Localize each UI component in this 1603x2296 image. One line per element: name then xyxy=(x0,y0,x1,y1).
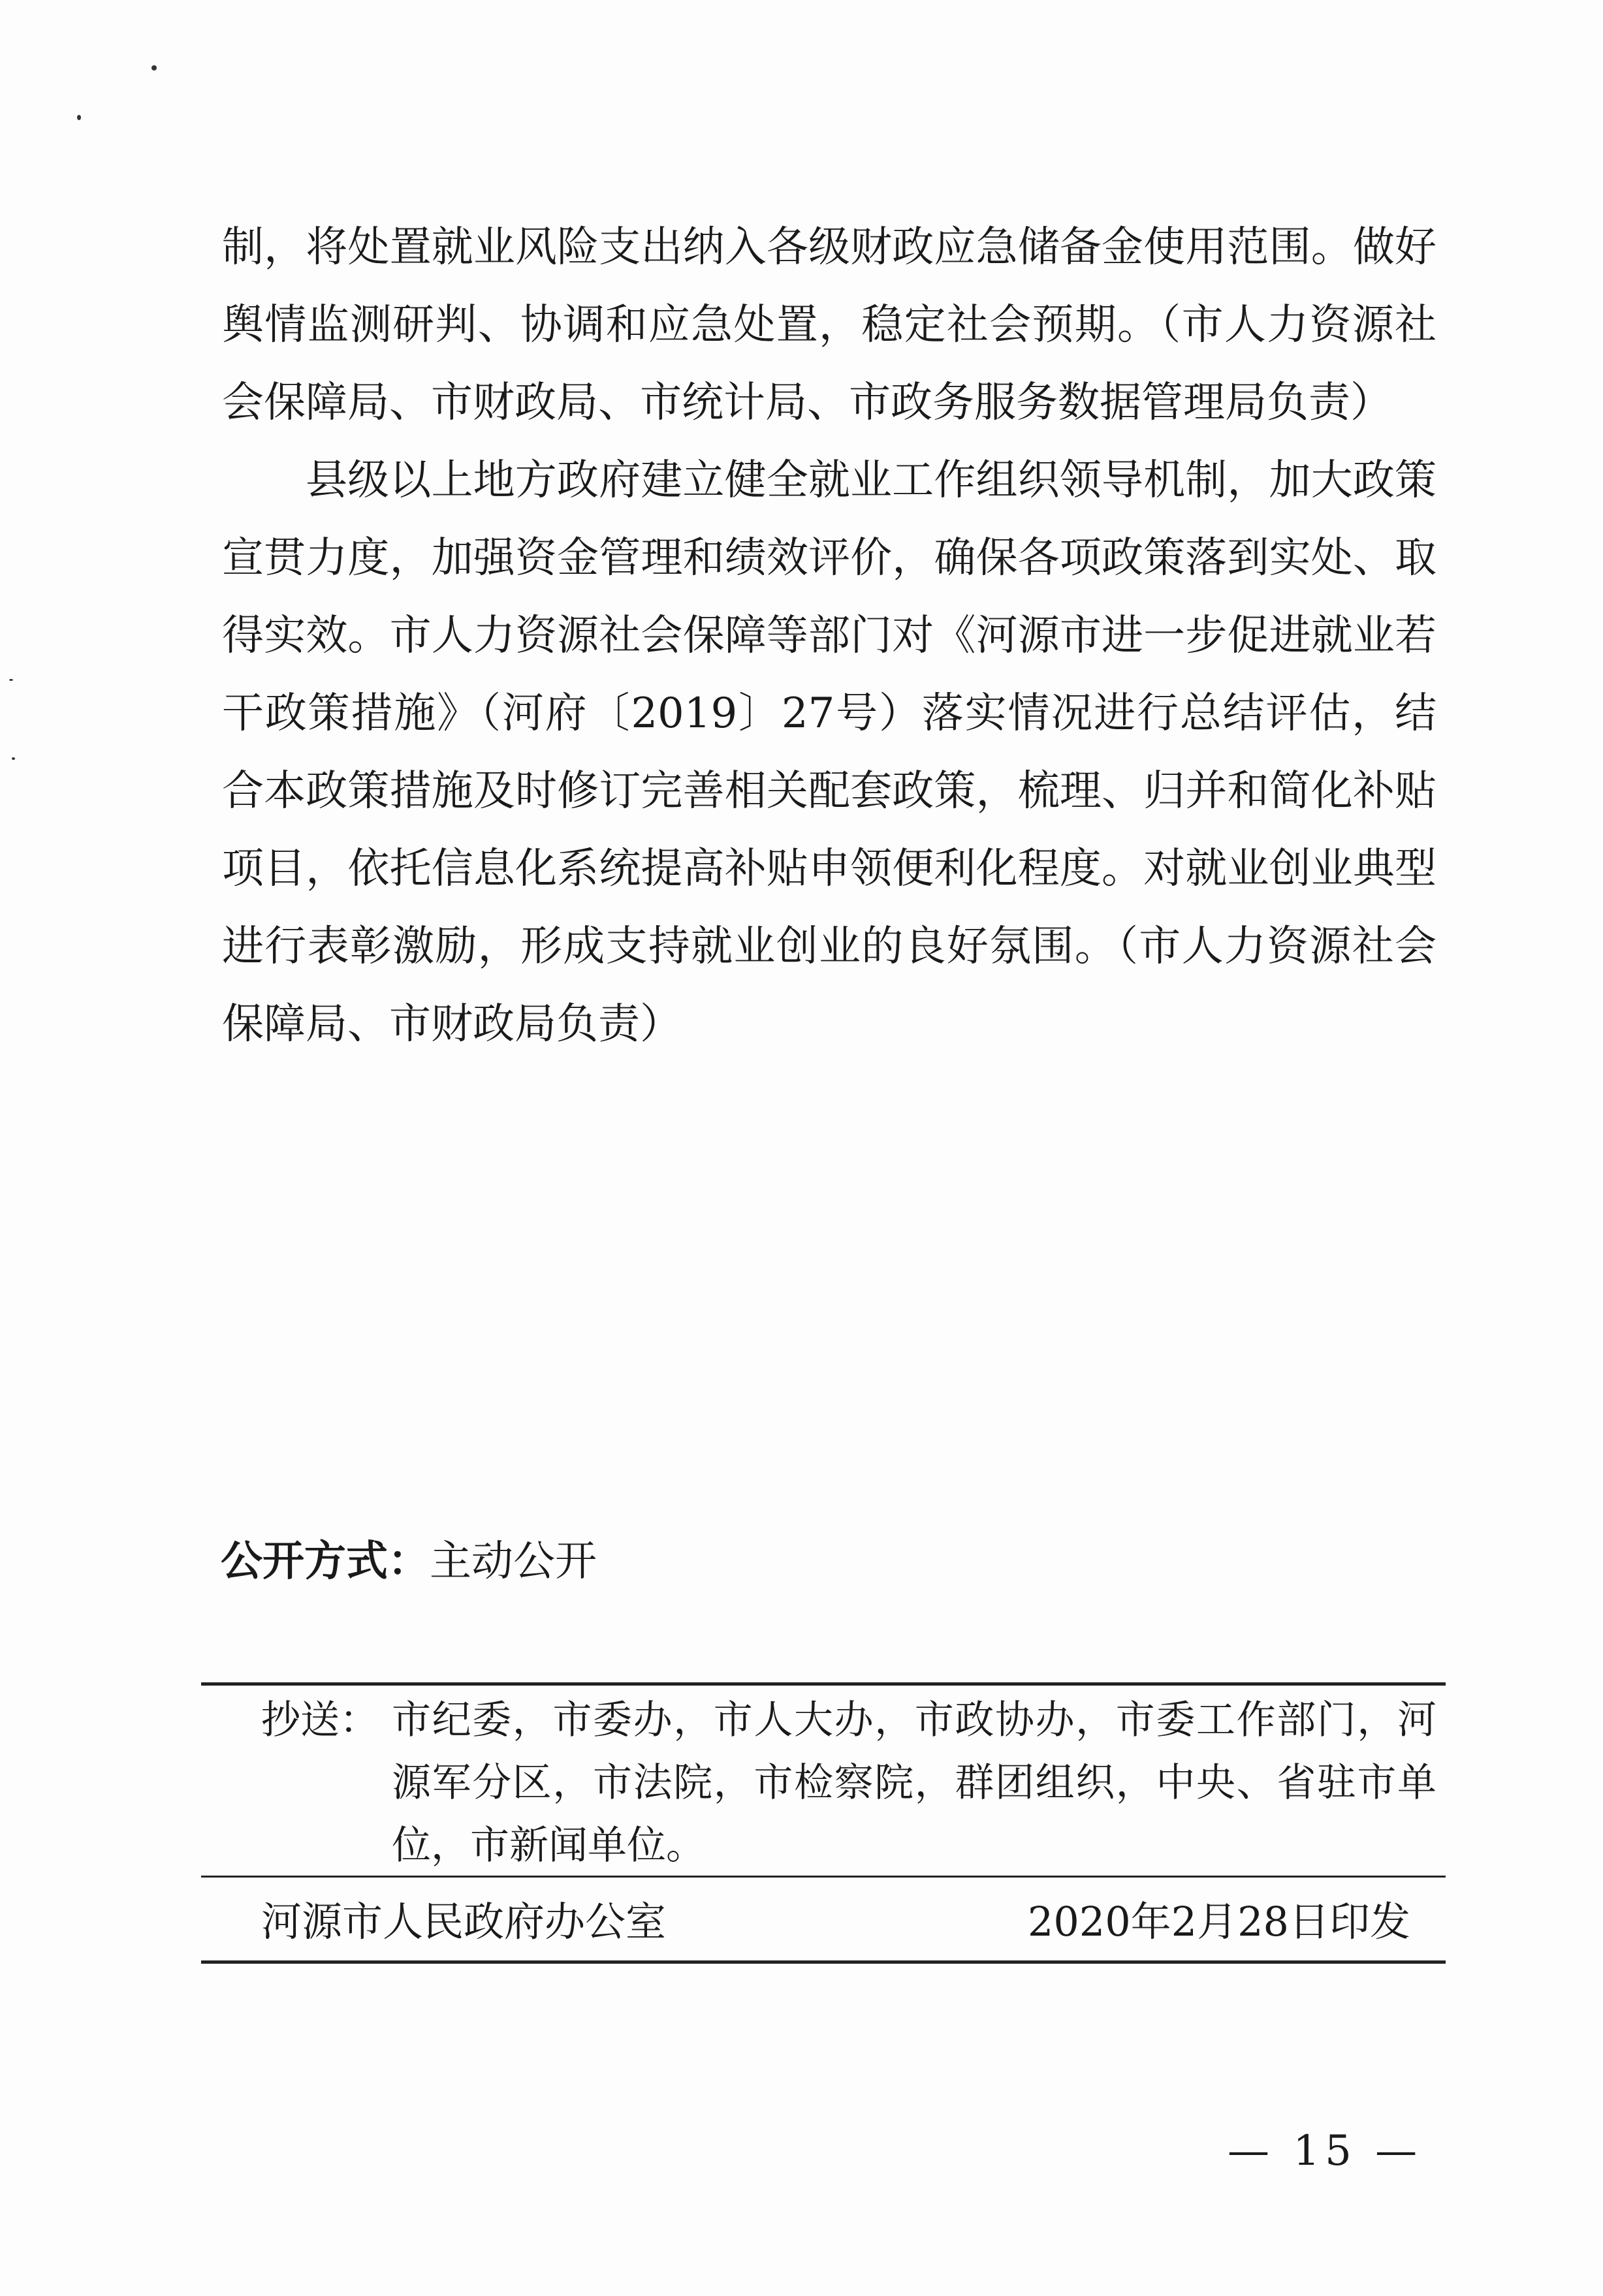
cc-top-rule xyxy=(201,1682,1446,1686)
body-text xyxy=(222,209,1436,1063)
scan-speck xyxy=(9,679,13,681)
cc-recipients: 市纪委，市委办，市人大办，市政协办，市委工作部门，河源军分区，市法院，市检察院，群团组织，中央、省驻市单位，市新闻单位。 xyxy=(392,1697,1436,1868)
disclosure-line xyxy=(221,1535,597,1588)
scan-speck xyxy=(151,65,157,71)
scan-speck xyxy=(77,115,81,120)
body-paragraph-1: 制，将处置就业风险支出纳入各级财政应急储备金使用范围。做好舆情监测研判、协调和应急处置，稳定社会预期。（市人力资源社会保障局、市财政局、市统计局、市政务服务数据管理局负责） xyxy=(222,223,1436,427)
body-paragraph-2: 县级以上地方政府建立健全就业工作组织领导机制，加大政策宣贯力度，加强资金管理和绩效评价，确保各项政策落到实处、取得实效。市人力资源社会保障等部门对《河源市进一步促进就业若干政策措施》（河府〔2019〕27号）落实情况进行总结评估，结合本政策措施及时修订完善相关配套政策，梳理、归并和简化补贴项目，依托信息化系统提高补贴申领便利化程度。对就业创业典型进行表彰激励，形成支持就业创业的良好氛围。（市人力资源社会保障局、市财政局负责） xyxy=(222,456,1436,1048)
imprint-bottom-rule xyxy=(201,1960,1446,1964)
cc-label: 抄送： xyxy=(261,1697,379,1743)
issue-date: 2020年2月28日印发 xyxy=(1027,1898,1410,1945)
disclosure-value: 主动公开 xyxy=(430,1537,597,1586)
cc-bottom-rule xyxy=(201,1876,1446,1878)
disclosure-label: 公开方式： xyxy=(221,1537,430,1586)
page-number: — 15 — xyxy=(1228,2127,1423,2175)
scan-speck xyxy=(12,757,15,760)
issuing-office: 河源市人民政府办公室 xyxy=(261,1898,667,1945)
